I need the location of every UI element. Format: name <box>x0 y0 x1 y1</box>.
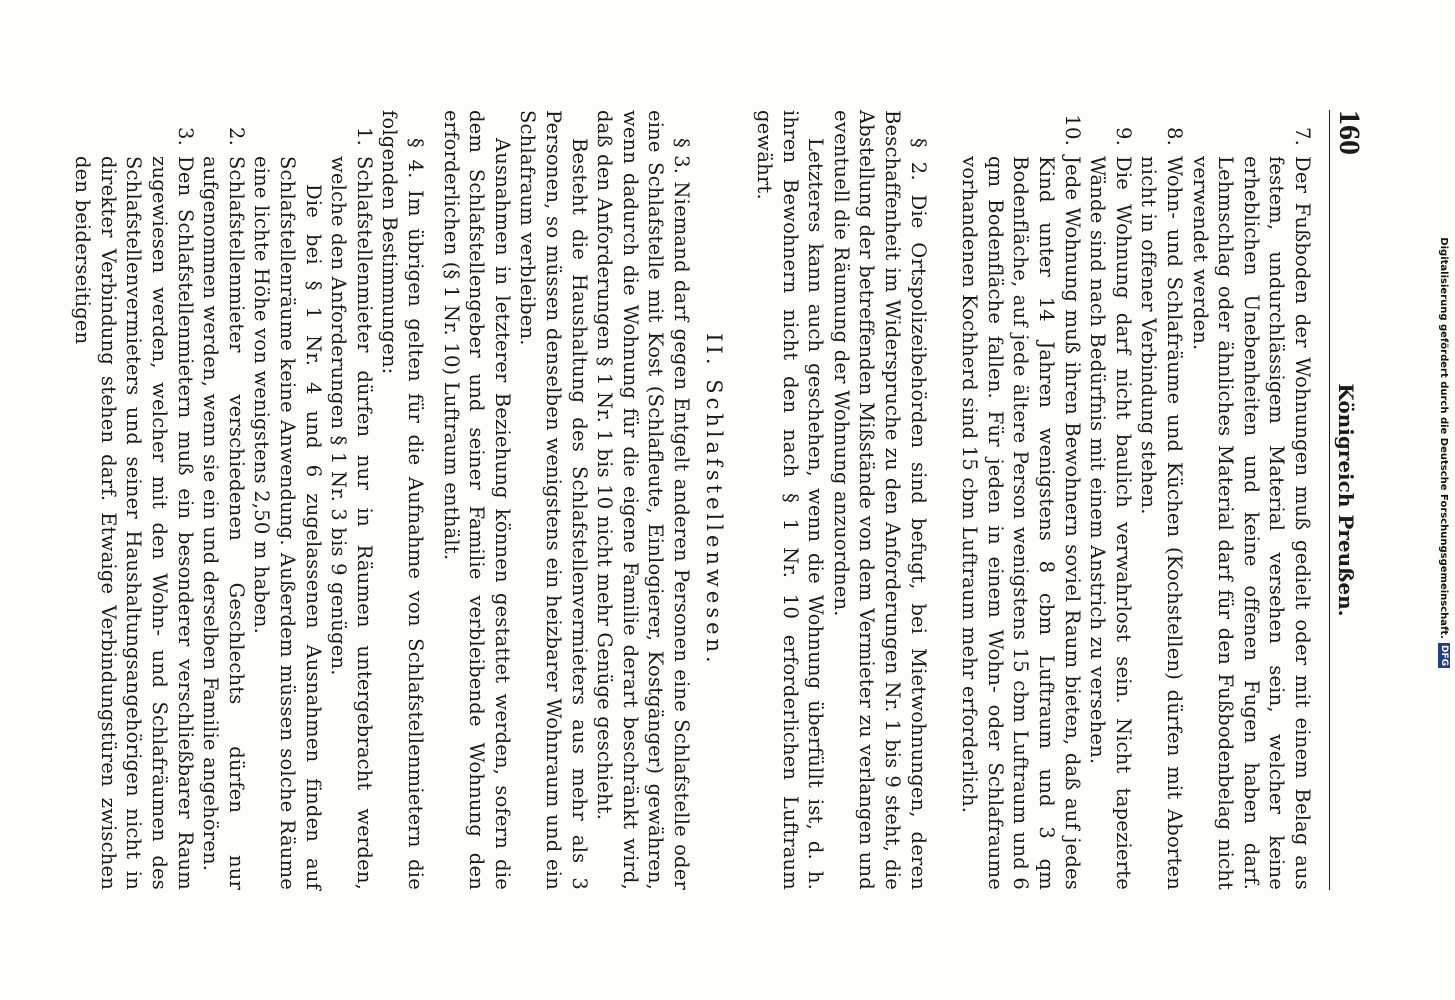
dfg-logo: DFG <box>1439 644 1449 666</box>
list-item <box>1187 110 1315 890</box>
item-number: 3. <box>173 126 197 146</box>
list-item <box>198 110 249 890</box>
list-item <box>326 110 377 890</box>
page-body <box>70 110 1329 890</box>
item-text: Schlafstellenmieter dürfen nur in Räumen untergebracht werden, welche den Anforderungen § 1 Nr. 3 bis 9 genügen. <box>327 156 376 890</box>
item-number: 7. <box>1291 126 1314 146</box>
item-number: 2. <box>224 126 248 146</box>
paragraph-s3c: Ausnahmen in letzterer Beziehung können gestattet werden, sofern die dem Schlafstellengeber und seiner Familie verbleibende Wohnung den erforderlichen (§ 1 Nr. 10) Luftraum enthält. <box>439 110 514 890</box>
digitization-note-text: Digitalisierung gefördert durch die Deutsche Forschungsgemeinschaft. <box>1438 237 1450 639</box>
list-item <box>1085 110 1136 890</box>
item-text: Schlafstellenmieter verschiedenen Geschlechts dürfen nur aufgenommen werden, wenn sie ein und derselben Familie angehören. <box>199 156 248 890</box>
paragraph-s3b: Besteht die Haushaltung des Schlafstellenvermieters aus mehr als 3 Personen, so müssen denselben wenigstens ein heizbarer Wohnraum und ein Schlafraum verbleiben. <box>516 110 591 890</box>
list-item <box>70 110 198 890</box>
running-head <box>1329 110 1370 890</box>
item-number: 8. <box>1163 126 1187 146</box>
item-text: Den Schlafstellenmietern muß ein besonderer verschließbarer Raum zugewiesen werden, welcher mit den Wohn- und Schlafräumen des Schlafstellenvermieters und seiner Haushaltungsangehörigen nicht in direkter Verbindung stehen darf. Etwaige Verbindungstüren zwischen den beiderseitigen <box>71 156 197 890</box>
section-heading: II. Schlafstellenwesen. <box>701 333 726 667</box>
item-number: 9. <box>1111 126 1135 146</box>
item-text: Jede Wohnung muß ihren Bewohnern soviel Raum bieten, daß auf jedes Kind unter 14 Jahren wenigstens 8 cbm Luftraum und 3 qm Bodenfläche, auf jede ältere Person wenigstens 15 cbm Luftraum und 6 qm Bodenfläche fallen. Für jeden in einem Wohn- oder Schlafraume vorhandenen Kochherd sind 15 cbm Luftraum mehr erforderlich. <box>958 156 1084 890</box>
rotated-document-page <box>70 110 1370 890</box>
digitization-note <box>1437 8 1451 668</box>
item-number: 1. <box>352 126 376 146</box>
paragraph-s3: § 3. Niemand darf gegen Entgelt anderen Personen eine Schlafstelle oder eine Schlafstelle mit Kost (Schlafleute, Einlogierer, Kostgänger) gewähren, wenn dadurch die Wohnung für die eigene Familie derart beschränkt wird, daß den Anforderungen § 1 Nr. 1 bis 10 nicht mehr Genüge geschieht. <box>593 110 693 890</box>
list-item <box>957 110 1085 890</box>
item-text: Wohn- und Schlafräume und Küchen (Kochstellen) dürfen mit Aborten nicht in offener Verbindung stehen. <box>1137 156 1187 890</box>
list-item-subparagraph: Die bei § 1 Nr. 4 und 6 zugelassenen Ausnahmen finden auf Schlafstellenräume keine Anwendung. Außerdem müssen solche Räume eine lichte Höhe von wenigstens 2,50 m haben. <box>250 156 325 890</box>
item-text: Die Wohnung darf nicht baulich verwahrlost sein. Nicht tapezierte Wände sind nach Bedürfnis mit einem Anstrich zu versehen. <box>1086 156 1135 890</box>
paragraph-s2: § 2. Die Ortspolizeibehörden sind befugt, bei Mietwohnungen, deren Beschaffenheit im Widerspruche zu den Anforderungen Nr. 1 bis 9 steht, die Abstellung der betreffenden Mißstände von dem Vermieter zu verlangen und eventuell die Räumung der Wohnung anzuordnen. <box>829 110 930 890</box>
running-head-title: Königreich Preußen. <box>1334 383 1358 617</box>
paragraph-s2b: Letzteres kann auch geschehen, wenn die Wohnung überfüllt ist, d. h. ihren Bewohnern nicht den nach § 1 Nr. 10 erforderlichen Luftraum gewährt. <box>753 110 828 890</box>
paragraph-s4: § 4. Im übrigen gelten für die Aufnahme von Schlafstellenmietern die folgenden Bestimmungen: <box>378 110 427 890</box>
page-number: 160 <box>1333 110 1366 155</box>
item-text: Der Fußboden der Wohnungen muß gedielt oder mit einem Belag aus festem, undurchlässigem Material versehen sein, welcher keine erheblichen Unebenheiten und keine offenen Fugen haben darf. Lehmschlag oder ähnliches Material darf für den Fußbodenbelag nicht verwendet werden. <box>1188 156 1314 890</box>
item-number: 10. <box>1060 114 1084 146</box>
list-item <box>1136 110 1187 890</box>
